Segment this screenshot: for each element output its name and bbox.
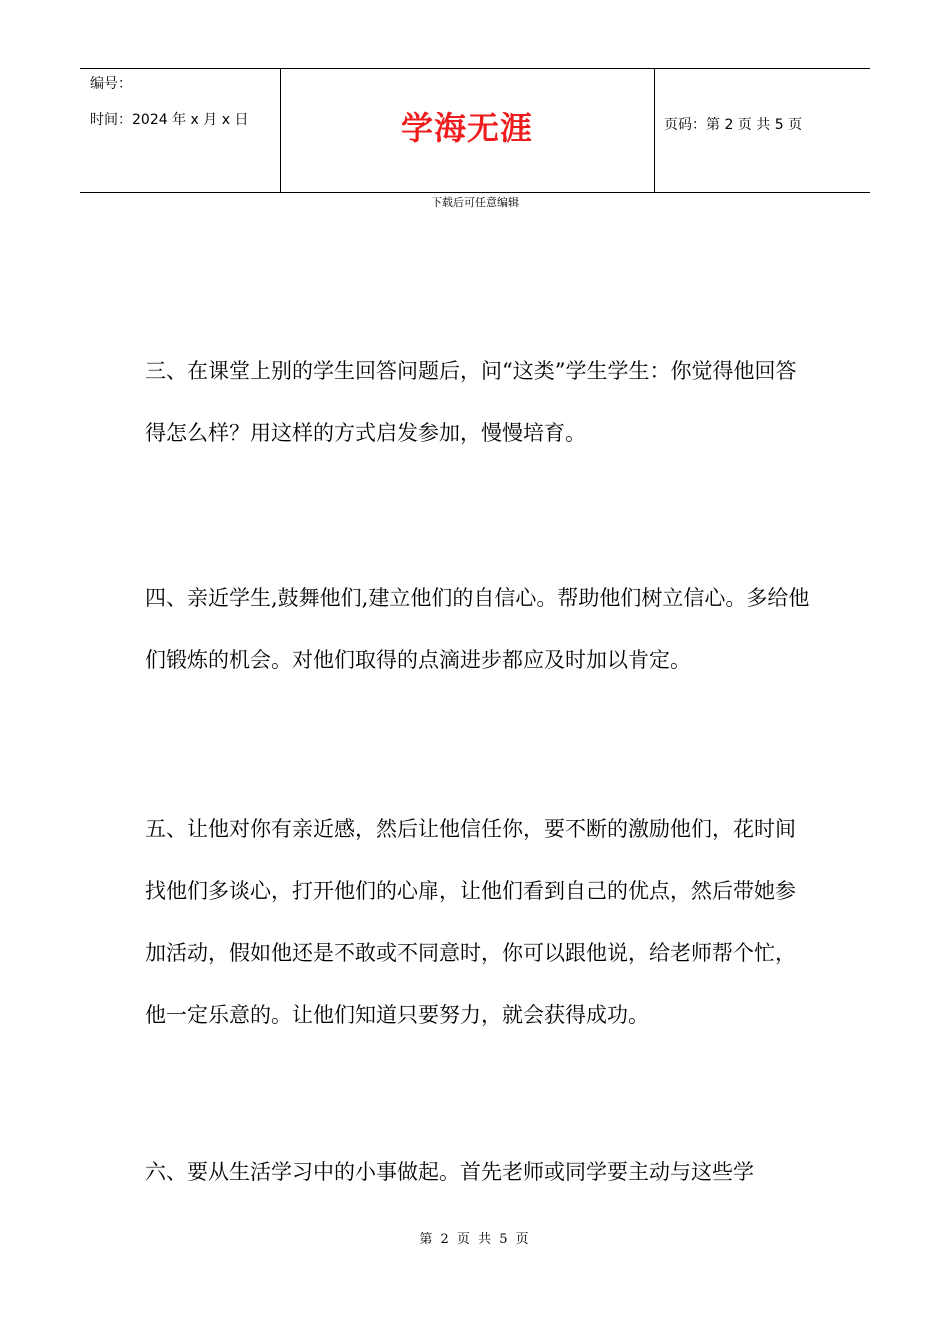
document-number-label: 编号： bbox=[90, 76, 132, 92]
header-divider-right bbox=[654, 69, 655, 192]
paragraph-4: 四、亲近学生,鼓舞他们,建立他们的自信心。帮助他们树立信心。多给他们锻炼的机会。对他们取得的点滴进步都应及时加以肯定。 bbox=[145, 586, 810, 672]
paragraph-3: 三、在课堂上别的学生回答问题后，问“这类”学生学生：你觉得他回答得怎么样？用这样的方式启发参加，慢慢培育。 bbox=[145, 359, 797, 445]
page-footer: 第 2 页 共 5 页 bbox=[419, 1232, 531, 1247]
page-code-label: 页码：第 2 页 共 5 页 bbox=[664, 117, 803, 133]
document-header bbox=[80, 68, 870, 193]
brand-title: 学海无涯 bbox=[400, 109, 533, 147]
editable-note: 下载后可任意编辑 bbox=[431, 196, 519, 209]
document-time-label: 时间：2024 年 x 月 x 日 bbox=[90, 112, 249, 128]
paragraph-5: 五、让他对你有亲近感，然后让他信任你，要不断的激励他们，花时间找他们多谈心，打开他们的心扉，让他们看到自己的优点，然后带她参加活动，假如他还是不敢或不同意时，你可以跟他说，给老师帮个忙，他一定乐意的。让他们知道只要努力，就会获得成功。 bbox=[145, 817, 796, 1027]
paragraph-6: 六、要从生活学习中的小事做起。首先老师或同学要主动与这些学 bbox=[145, 1160, 754, 1184]
